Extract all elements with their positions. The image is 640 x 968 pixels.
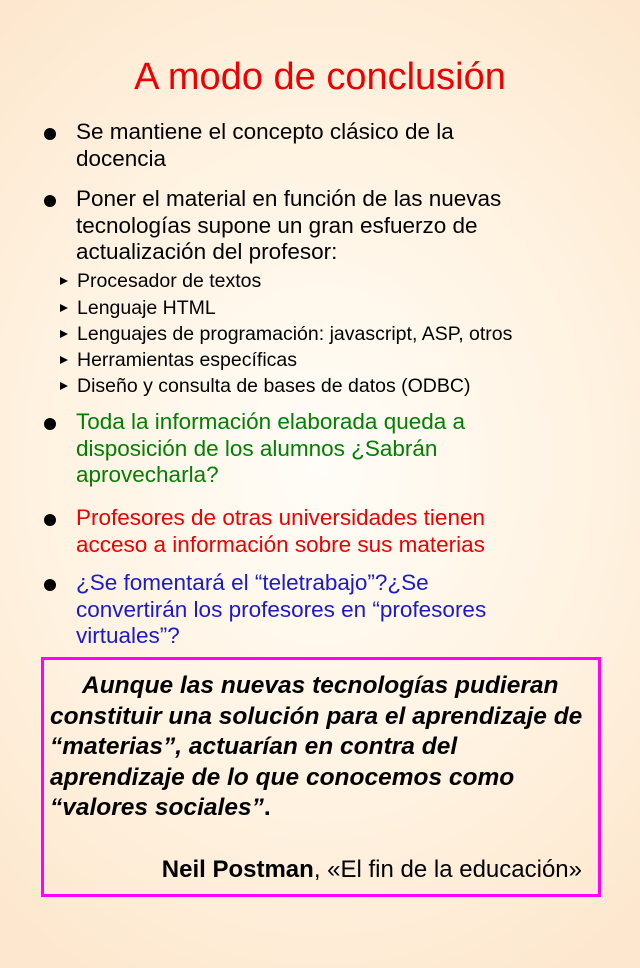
bullet-text: ¿Se fomentará el “teletrabajo”?¿Se convertirán los profesores en “profesores virtuales”?: [76, 570, 487, 648]
triangle-bullet-icon: [60, 304, 68, 312]
quote-text: [50, 671, 598, 824]
bullet-text: Poner el material en función de las nuevas tecnologías supone un gran esfuerzo de actualización del profesor:: [76, 186, 502, 264]
quote-body: Aunque las nuevas tecnologías pudieran constituir una solución para el aprendizaje de “materias”, actuarían en contra del aprendizaje de lo que conocemos como “valores sociales”: [50, 672, 583, 821]
sub-item-text: Lenguaje HTML: [77, 297, 216, 319]
bullet-text: Toda la información elaborada queda a disposición de los alumnos ¿Sabrán aprovecharla?: [76, 409, 466, 487]
sub-item-text: Herramientas específicas: [77, 349, 298, 371]
sub-item: [60, 373, 635, 399]
bullet-item: [44, 186, 634, 266]
quote-attribution: [162, 855, 582, 885]
quote-box: [41, 657, 601, 897]
page-title: A modo de conclusión: [134, 56, 506, 98]
sub-item: [60, 268, 635, 294]
triangle-bullet-icon: [60, 382, 68, 390]
bullet-dot-icon: [44, 514, 56, 526]
sub-item-text: Lenguajes de programación: javascript, ASP, otros: [77, 323, 513, 345]
bullet-item: [44, 119, 634, 173]
bullet-dot-icon: [44, 195, 56, 207]
triangle-bullet-icon: [60, 356, 68, 364]
sub-item-text: Diseño y consulta de bases de datos (ODBC): [77, 375, 471, 397]
sub-item-text: Procesador de textos: [77, 270, 262, 292]
bullet-text: Profesores de otras universidades tienen acceso a información sobre sus materias: [76, 505, 485, 557]
triangle-bullet-icon: [60, 277, 68, 285]
bullet-dot-icon: [44, 579, 56, 591]
quote-end: .: [263, 794, 271, 821]
bullet-text: Se mantiene el concepto clásico de la docencia: [76, 119, 454, 171]
quote-author: Neil Postman: [161, 856, 314, 883]
bullet-item: [44, 505, 634, 559]
bullet-dot-icon: [44, 128, 56, 140]
quote-source: , «El fin de la educación»: [313, 856, 582, 883]
sub-item: [60, 295, 635, 321]
bullet-item: [44, 409, 634, 489]
bullet-item: [44, 570, 634, 650]
sub-item: [60, 321, 635, 347]
bullet-dot-icon: [44, 418, 56, 430]
triangle-bullet-icon: [60, 330, 68, 338]
sub-item: [60, 347, 635, 373]
